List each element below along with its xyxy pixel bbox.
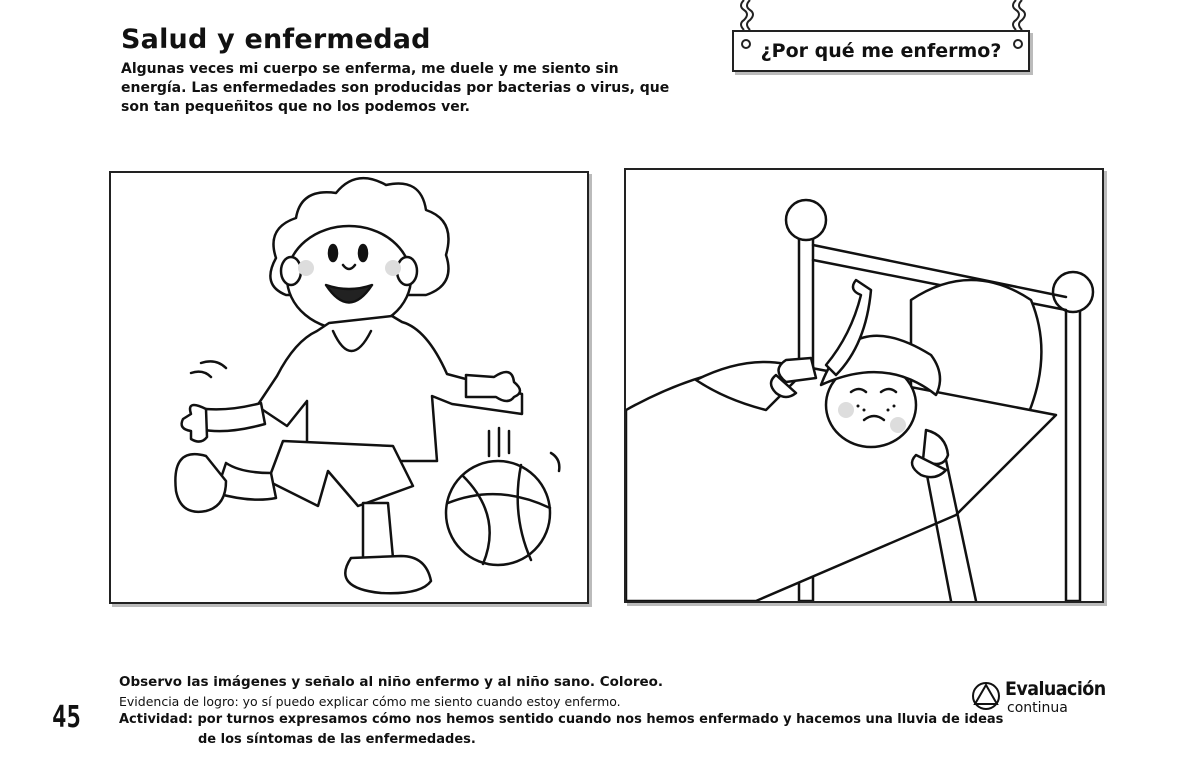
instruction-text: Observo las imágenes y señalo al niño enfermo y al niño sano. Coloreo. (119, 674, 664, 690)
badge-subtitle: continua (1007, 700, 1068, 716)
healthy-boy-playing-ball-illustration (111, 173, 587, 602)
activity-line-1: : por turnos expresamos cómo nos hemos sentido cuando nos hemos enfermado y hacemos una lluvia de ideas (187, 712, 1004, 727)
triangle-circle-icon (971, 680, 1001, 712)
activity-label: Actividad (119, 712, 188, 727)
sign-text: ¿Por qué me enfermo? (760, 40, 1002, 62)
page-title: Salud y enfermedad (121, 24, 431, 55)
hanging-sign (726, 0, 1038, 78)
badge-title: Evaluación (1005, 678, 1106, 700)
activity-text (119, 712, 1003, 727)
healthy-child-panel (109, 171, 589, 604)
sick-child-in-bed-illustration (626, 170, 1102, 601)
sign-board (732, 30, 1030, 72)
sick-child-panel (624, 168, 1104, 603)
activity-line-2: de los síntomas de las enfermedades. (198, 732, 476, 747)
page-number: 45 (52, 700, 81, 735)
evaluation-badge (971, 678, 1111, 718)
intro-text: Algunas veces mi cuerpo se enferma, me duele y me siento sin energía. Las enfermedades son producidas por bacterias o virus, que son tan pequeñitos que no los podemos ver. (121, 61, 670, 115)
evidence-text: Evidencia de logro: yo sí puedo explicar cómo me siento cuando estoy enfermo. (119, 694, 621, 709)
